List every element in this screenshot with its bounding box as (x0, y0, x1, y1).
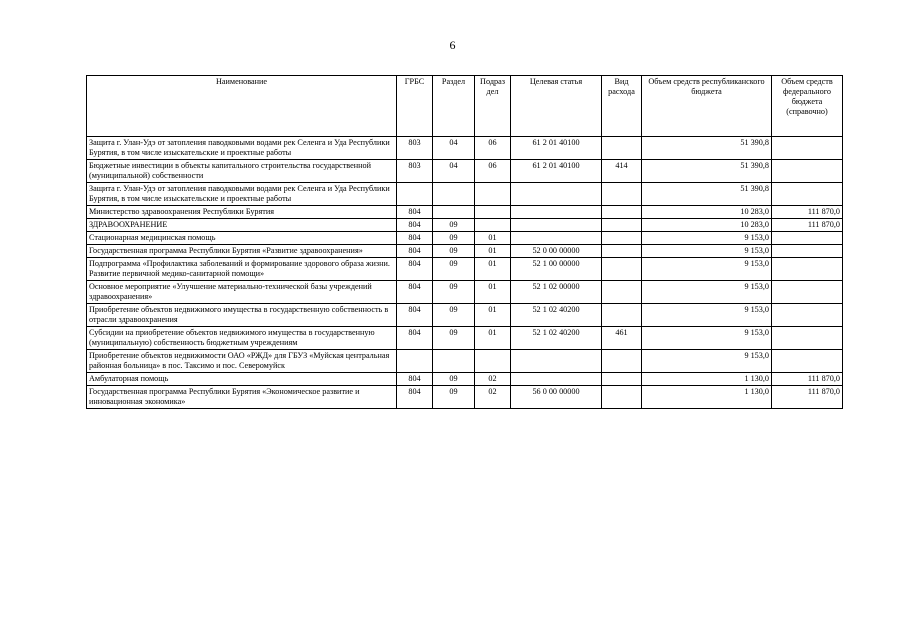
cell-podrazdel: 01 (475, 281, 511, 304)
cell-podrazdel (475, 206, 511, 219)
cell-razdel: 09 (433, 373, 475, 386)
cell-republic-budget: 1 130,0 (642, 386, 772, 409)
cell-vid (602, 281, 642, 304)
cell-podrazdel: 02 (475, 386, 511, 409)
table-row (87, 137, 843, 160)
cell-podrazdel: 01 (475, 304, 511, 327)
cell-grbs: 804 (397, 386, 433, 409)
cell-federal-budget (772, 304, 843, 327)
cell-grbs: 804 (397, 281, 433, 304)
cell-republic-budget: 1 130,0 (642, 373, 772, 386)
cell-celevaya: 61 2 01 40100 (511, 160, 602, 183)
table-row (87, 183, 843, 206)
cell-vid (602, 137, 642, 160)
cell-podrazdel: 01 (475, 327, 511, 350)
cell-vid (602, 350, 642, 373)
header-republic-budget: Объем средств республиканского бюджета (642, 76, 772, 137)
cell-grbs: 803 (397, 137, 433, 160)
cell-republic-budget: 10 283,0 (642, 206, 772, 219)
cell-celevaya: 52 1 02 00000 (511, 281, 602, 304)
cell-federal-budget: 111 870,0 (772, 386, 843, 409)
header-grbs: ГРБС (397, 76, 433, 137)
cell-name: Государственная программа Республики Бурятия «Экономическое развитие и инновационная экономика» (87, 386, 397, 409)
cell-razdel: 09 (433, 386, 475, 409)
header-vid: Вид расхода (602, 76, 642, 137)
table-row (87, 219, 843, 232)
cell-vid: 414 (602, 160, 642, 183)
cell-vid (602, 304, 642, 327)
cell-republic-budget: 51 390,8 (642, 160, 772, 183)
cell-vid (602, 245, 642, 258)
table-row (87, 304, 843, 327)
cell-republic-budget: 51 390,8 (642, 137, 772, 160)
cell-name: Подпрограмма «Профилактика заболеваний и формирование здорового образа жизни. Развитие первичной медико-санитарной помощи» (87, 258, 397, 281)
cell-grbs: 804 (397, 206, 433, 219)
cell-name: Субсидии на приобретение объектов недвижимого имущества в государственную (муниципальную) собственность бюджетным учреждениям (87, 327, 397, 350)
cell-podrazdel (475, 183, 511, 206)
cell-razdel: 04 (433, 137, 475, 160)
cell-republic-budget: 9 153,0 (642, 245, 772, 258)
cell-razdel: 09 (433, 281, 475, 304)
cell-federal-budget (772, 281, 843, 304)
cell-name: Приобретение объектов недвижимости ОАО «РЖД» для ГБУЗ «Муйская центральная районная больница» в пос. Таксимо и пос. Северомуйск (87, 350, 397, 373)
cell-federal-budget: 111 870,0 (772, 206, 843, 219)
cell-republic-budget: 9 153,0 (642, 258, 772, 281)
cell-razdel (433, 350, 475, 373)
cell-razdel: 09 (433, 258, 475, 281)
cell-republic-budget: 9 153,0 (642, 232, 772, 245)
cell-celevaya (511, 206, 602, 219)
cell-podrazdel (475, 350, 511, 373)
table-row (87, 160, 843, 183)
cell-federal-budget (772, 160, 843, 183)
cell-podrazdel: 06 (475, 160, 511, 183)
cell-name: Амбулаторная помощь (87, 373, 397, 386)
cell-vid: 461 (602, 327, 642, 350)
header-name: Наименование (87, 76, 397, 137)
cell-vid (602, 206, 642, 219)
header-podrazdel: Подраз дел (475, 76, 511, 137)
cell-republic-budget: 9 153,0 (642, 327, 772, 350)
cell-name: ЗДРАВООХРАНЕНИЕ (87, 219, 397, 232)
cell-federal-budget: 111 870,0 (772, 373, 843, 386)
cell-name: Бюджетные инвестиции в объекты капитального строительства государственной (муниципальной) собственности (87, 160, 397, 183)
cell-razdel: 09 (433, 245, 475, 258)
cell-name: Основное мероприятие «Улучшение материально-технической базы учреждений здравоохранения» (87, 281, 397, 304)
cell-celevaya: 52 1 02 40200 (511, 327, 602, 350)
cell-celevaya (511, 350, 602, 373)
cell-grbs: 804 (397, 232, 433, 245)
cell-grbs: 804 (397, 327, 433, 350)
cell-republic-budget: 9 153,0 (642, 281, 772, 304)
cell-grbs: 804 (397, 373, 433, 386)
table-row (87, 206, 843, 219)
page-number: 6 (449, 38, 456, 52)
header-razdel: Раздел (433, 76, 475, 137)
cell-name: Государственная программа Республики Бурятия «Развитие здравоохранения» (87, 245, 397, 258)
cell-celevaya (511, 373, 602, 386)
cell-podrazdel: 01 (475, 232, 511, 245)
cell-grbs (397, 350, 433, 373)
cell-federal-budget (772, 258, 843, 281)
cell-grbs: 804 (397, 258, 433, 281)
cell-vid (602, 183, 642, 206)
cell-federal-budget (772, 232, 843, 245)
cell-podrazdel: 06 (475, 137, 511, 160)
cell-republic-budget: 9 153,0 (642, 350, 772, 373)
cell-federal-budget (772, 183, 843, 206)
table-row (87, 232, 843, 245)
cell-celevaya (511, 183, 602, 206)
cell-vid (602, 219, 642, 232)
cell-federal-budget (772, 327, 843, 350)
cell-name: Защита г. Улан-Удэ от затопления паводковыми водами рек Селенга и Уда Республики Бурятия, в том числе изыскательские и проектные работы (87, 183, 397, 206)
table-row (87, 327, 843, 350)
table-row (87, 258, 843, 281)
cell-republic-budget: 51 390,8 (642, 183, 772, 206)
cell-podrazdel: 01 (475, 258, 511, 281)
cell-vid (602, 232, 642, 245)
cell-republic-budget: 10 283,0 (642, 219, 772, 232)
cell-celevaya: 52 1 00 00000 (511, 258, 602, 281)
cell-name: Стационарная медицинская помощь (87, 232, 397, 245)
cell-grbs: 804 (397, 245, 433, 258)
cell-razdel (433, 206, 475, 219)
cell-name: Защита г. Улан-Удэ от затопления паводковыми водами рек Селенга и Уда Республики Бурятия, в том числе изыскательские и проектные работы (87, 137, 397, 160)
table-row (87, 245, 843, 258)
table-row (87, 350, 843, 373)
header-federal-budget: Объем средств федерального бюджета (справочно) (772, 76, 843, 137)
cell-vid (602, 258, 642, 281)
cell-razdel: 09 (433, 304, 475, 327)
table-row (87, 281, 843, 304)
cell-grbs: 804 (397, 304, 433, 327)
cell-federal-budget (772, 245, 843, 258)
cell-podrazdel (475, 219, 511, 232)
cell-republic-budget: 9 153,0 (642, 304, 772, 327)
header-celevaya: Целевая статья (511, 76, 602, 137)
cell-razdel: 09 (433, 232, 475, 245)
cell-celevaya: 52 1 02 40200 (511, 304, 602, 327)
cell-celevaya (511, 219, 602, 232)
cell-celevaya: 56 0 00 00000 (511, 386, 602, 409)
cell-razdel: 04 (433, 160, 475, 183)
cell-grbs (397, 183, 433, 206)
cell-grbs: 804 (397, 219, 433, 232)
cell-celevaya: 52 0 00 00000 (511, 245, 602, 258)
table-row (87, 386, 843, 409)
cell-vid (602, 386, 642, 409)
cell-razdel: 09 (433, 219, 475, 232)
cell-podrazdel: 02 (475, 373, 511, 386)
cell-razdel (433, 183, 475, 206)
cell-name: Министерство здравоохранения Республики Бурятия (87, 206, 397, 219)
cell-celevaya: 61 2 01 40100 (511, 137, 602, 160)
budget-table (86, 75, 843, 409)
cell-vid (602, 373, 642, 386)
cell-celevaya (511, 232, 602, 245)
table-header-row (87, 76, 843, 137)
cell-podrazdel: 01 (475, 245, 511, 258)
cell-federal-budget (772, 350, 843, 373)
table-row (87, 373, 843, 386)
cell-federal-budget: 111 870,0 (772, 219, 843, 232)
cell-federal-budget (772, 137, 843, 160)
cell-razdel: 09 (433, 327, 475, 350)
cell-grbs: 803 (397, 160, 433, 183)
cell-name: Приобретение объектов недвижимого имущества в государственную собственность в отрасли здравоохранения (87, 304, 397, 327)
